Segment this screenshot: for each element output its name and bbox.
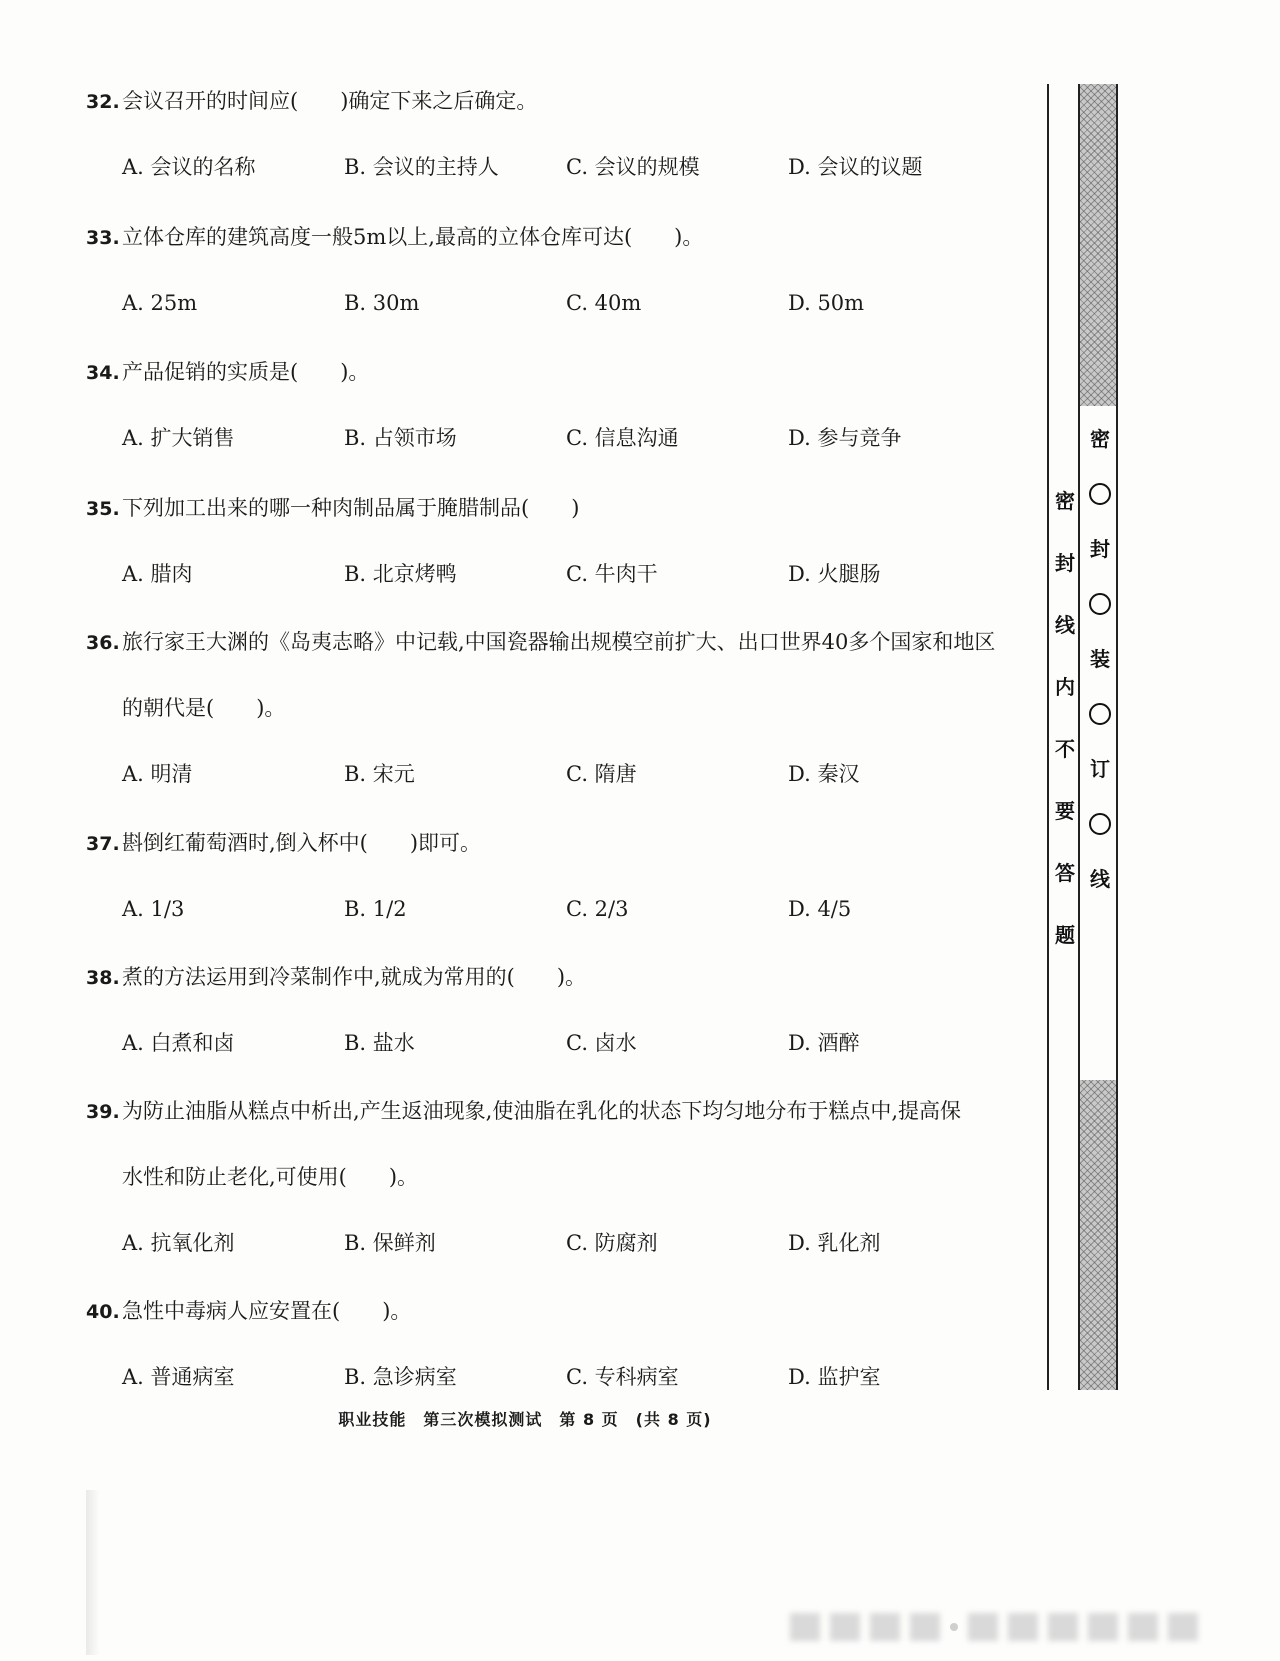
seal-char: 装 [1090, 647, 1110, 671]
seal-hatch-bottom [1080, 1080, 1116, 1390]
seal-divider-line [1047, 84, 1049, 1390]
question-text-continued: 的朝代是( )。 [122, 696, 286, 720]
question-number: 35. [86, 498, 120, 520]
option-c: C. 卤水 [566, 1031, 637, 1055]
question-text: 产品促销的实质是( )。 [122, 360, 370, 384]
question-text: 急性中毒病人应安置在( )。 [122, 1299, 412, 1323]
option-a: A. 扩大销售 [122, 426, 235, 450]
option-c: C. 信息沟通 [566, 426, 679, 450]
option-a: A. 白煮和卤 [122, 1031, 235, 1055]
option-c: C. 防腐剂 [566, 1231, 658, 1255]
option-a: A. 明清 [122, 762, 193, 786]
options-row [86, 741, 1006, 807]
seal-char: 封 [1090, 537, 1110, 561]
question-38 [86, 944, 1006, 1076]
options-row [86, 876, 1006, 942]
option-b: B. 会议的主持人 [344, 155, 499, 179]
seal-char: 要 [1055, 799, 1075, 823]
question-33 [86, 204, 1006, 336]
seal-circle-icon [1089, 703, 1111, 725]
option-b: B. 北京烤鸭 [344, 562, 457, 586]
question-number: 33. [86, 227, 120, 249]
question-34 [86, 339, 1006, 471]
option-d: D. 50m [788, 291, 865, 315]
seal-char: 答 [1055, 861, 1075, 885]
question-number: 32. [86, 91, 120, 113]
question-text: 会议召开的时间应( )确定下来之后确定。 [122, 89, 538, 113]
question-number: 34. [86, 362, 120, 384]
option-d: D. 秦汉 [788, 762, 860, 786]
question-number: 37. [86, 833, 120, 855]
seal-char: 线 [1055, 613, 1075, 637]
option-b: B. 盐水 [344, 1031, 415, 1055]
question-text: 下列加工出来的哪一种肉制品属于腌腊制品( ) [122, 496, 580, 520]
page-footer: 职业技能 第三次模拟测试 第 8 页 (共 8 页) [338, 1410, 712, 1429]
options-row [86, 270, 1006, 336]
question-39 [86, 1078, 1006, 1276]
seal-char: 订 [1090, 757, 1110, 781]
seal-char: 密 [1090, 427, 1110, 451]
option-a: A. 25m [122, 291, 198, 315]
question-number: 38. [86, 967, 120, 989]
options-row [86, 541, 1006, 607]
seal-circle-icon [1089, 483, 1111, 505]
question-number: 40. [86, 1301, 120, 1323]
question-text: 为防止油脂从糕点中析出,产生返油现象,使油脂在乳化的状态下均匀地分布于糕点中,提高保 [122, 1099, 962, 1123]
option-a: A. 抗氧化剂 [122, 1231, 235, 1255]
option-b: B. 保鲜剂 [344, 1231, 436, 1255]
seal-outer-text [1088, 420, 1112, 898]
option-c: C. 会议的规模 [566, 155, 700, 179]
seal-char: 不 [1055, 737, 1075, 761]
option-c: C. 牛肉干 [566, 562, 658, 586]
question-text: 立体仓库的建筑高度一般5m以上,最高的立体仓库可达( )。 [122, 225, 704, 249]
seal-inner-text [1054, 470, 1076, 966]
seal-char: 封 [1055, 551, 1075, 575]
option-d: D. 乳化剂 [788, 1231, 881, 1255]
question-35 [86, 475, 1006, 607]
option-d: D. 参与竞争 [788, 426, 902, 450]
option-b: B. 30m [344, 291, 420, 315]
option-d: D. 火腿肠 [788, 562, 881, 586]
option-b: B. 占领市场 [344, 426, 457, 450]
seal-char: 线 [1090, 867, 1110, 891]
options-row [86, 1344, 1006, 1410]
question-number: 39. [86, 1101, 120, 1123]
seal-char: 内 [1055, 675, 1075, 699]
blurred-watermark [790, 1610, 1230, 1644]
option-c: C. 2/3 [566, 897, 629, 921]
option-b: B. 急诊病室 [344, 1365, 457, 1389]
option-c: C. 专科病室 [566, 1365, 679, 1389]
option-a: A. 普通病室 [122, 1365, 235, 1389]
question-36 [86, 609, 1006, 807]
option-d: D. 监护室 [788, 1365, 881, 1389]
option-a: A. 1/3 [122, 897, 185, 921]
option-c: C. 隋唐 [566, 762, 637, 786]
option-b: B. 宋元 [344, 762, 415, 786]
option-a: A. 会议的名称 [122, 155, 256, 179]
option-d: D. 4/5 [788, 897, 852, 921]
options-row [86, 1210, 1006, 1276]
options-row [86, 405, 1006, 471]
question-text: 斟倒红葡萄酒时,倒入杯中( )即可。 [122, 831, 482, 855]
question-number: 36. [86, 632, 120, 654]
question-text-continued: 水性和防止老化,可使用( )。 [122, 1165, 419, 1189]
seal-circle-icon [1089, 593, 1111, 615]
options-row [86, 1010, 1006, 1076]
question-text: 煮的方法运用到冷菜制作中,就成为常用的( )。 [122, 965, 587, 989]
seal-hatch-top [1080, 84, 1116, 406]
seal-circle-icon [1089, 813, 1111, 835]
option-d: D. 酒醉 [788, 1031, 860, 1055]
seal-char: 密 [1055, 489, 1075, 513]
option-d: D. 会议的议题 [788, 155, 923, 179]
question-40 [86, 1278, 1006, 1410]
question-32 [86, 68, 1006, 200]
question-37 [86, 810, 1006, 942]
option-c: C. 40m [566, 291, 642, 315]
options-row [86, 134, 1006, 200]
question-text: 旅行家王大渊的《岛夷志略》中记载,中国瓷器输出规模空前扩大、出口世界40多个国家和地区 [122, 630, 996, 654]
seal-char: 题 [1055, 923, 1075, 947]
option-a: A. 腊肉 [122, 562, 193, 586]
option-b: B. 1/2 [344, 897, 407, 921]
scan-edge-shadow [86, 1490, 100, 1655]
